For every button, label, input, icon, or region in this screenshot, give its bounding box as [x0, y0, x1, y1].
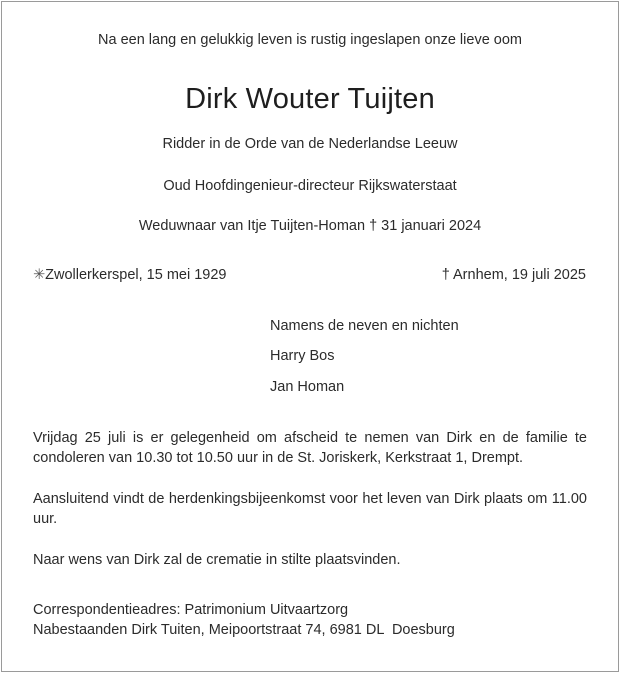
birth-line — [33, 267, 227, 283]
farewell-paragraph: Vrijdag 25 juli is er gelegenheid om afscheid te nemen van Dirk en de familie te condoleren van 10.30 tot 10.50 uur in de St. Joriskerk, Kerkstraat 1, Drempt. — [33, 430, 587, 466]
birth-symbol-icon: ✳ — [33, 267, 46, 283]
intro-line: Na een lang en gelukkig leven is rustig ingeslapen onze lieve oom — [98, 32, 522, 48]
correspondence-address — [33, 600, 587, 640]
correspondence-line: Correspondentieadres: Patrimonium Uitvaartzorg — [33, 602, 349, 618]
signatory-line: Harry Bos — [270, 348, 335, 364]
title-occupation: Oud Hoofdingenieur-directeur Rijkswaterstaat — [163, 178, 457, 194]
correspondence-line: Nabestaanden Dirk Tuiten, Meipoortstraat 74, 6981 DL Doesburg — [33, 622, 455, 638]
cremation-paragraph: Naar wens van Dirk zal de crematie in stilte plaatsvinden. — [33, 552, 401, 568]
birth-text: Zwollerkerspel, 15 mei 1929 — [45, 267, 227, 283]
deceased-name: Dirk Wouter Tuijten — [185, 83, 435, 115]
memorial-paragraph: Aansluitend vindt de herdenkingsbijeenkomst voor het leven van Dirk plaats om 11.00 uur. — [33, 491, 587, 527]
cross-icon: † — [441, 267, 450, 283]
signatory-line: Jan Homan — [270, 379, 345, 395]
title-widower: Weduwnaar van Itje Tuijten-Homan † 31 januari 2024 — [138, 218, 482, 234]
title-honour: Ridder in de Orde van de Nederlandse Leeuw — [162, 136, 458, 152]
death-text: Arnhem, 19 juli 2025 — [453, 267, 586, 283]
death-line — [442, 267, 586, 283]
signatory-line: Namens de neven en nichten — [270, 318, 459, 334]
